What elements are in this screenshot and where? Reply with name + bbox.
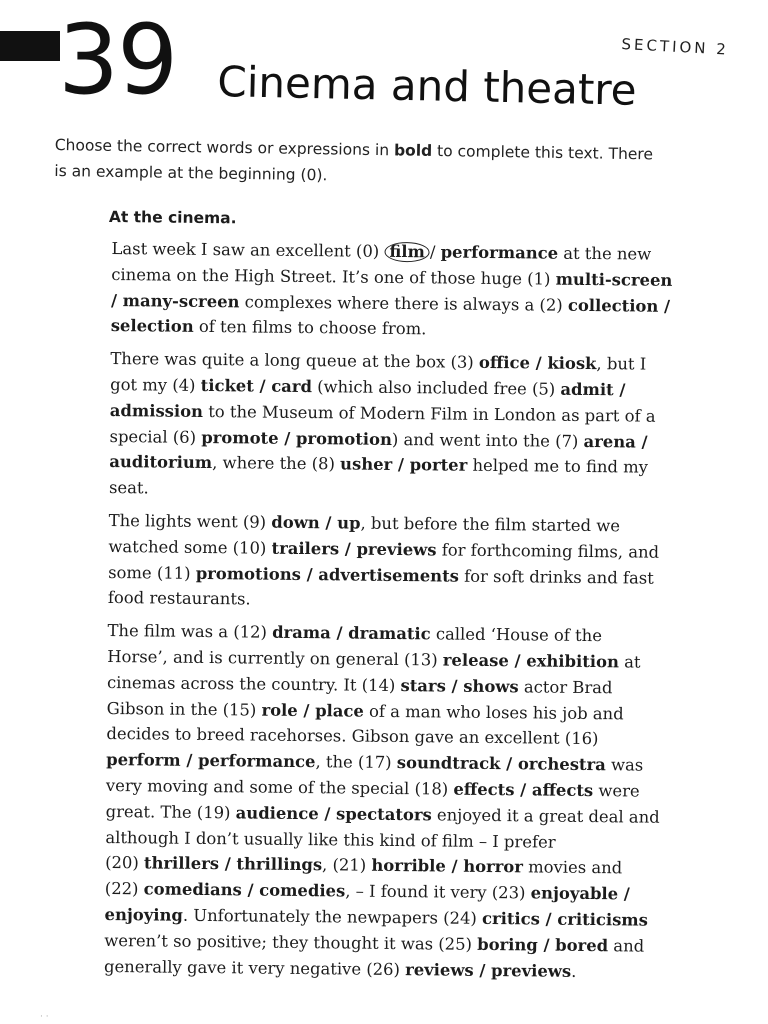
passage-text: (20) bbox=[105, 853, 145, 873]
answer-options: perform / performance bbox=[106, 750, 316, 772]
section-label: SECTION 2 bbox=[621, 35, 730, 59]
passage-heading: At the cinema. bbox=[108, 207, 237, 228]
passage-text: The lights went (9) bbox=[108, 510, 272, 532]
unit-tab-marker bbox=[0, 31, 60, 61]
passage-text: actor Brad bbox=[518, 677, 613, 698]
answer-options: thrillers / thrillings bbox=[143, 853, 323, 875]
passage-text: movies and bbox=[522, 857, 623, 878]
passage-text: cinema on the High Street. It’s one of those huge (1) bbox=[111, 264, 556, 289]
answer-options: trailers / previews bbox=[271, 538, 437, 560]
answer-options: horrible / horror bbox=[371, 856, 524, 877]
answer-options: collection / bbox=[567, 295, 671, 316]
answer-options: promote / promotion bbox=[201, 427, 393, 449]
answer-options: / many-screen bbox=[110, 290, 240, 311]
passage-text: Gibson in the (15) bbox=[106, 698, 262, 720]
answer-options: enjoying bbox=[104, 904, 184, 925]
answer-options: drama / dramatic bbox=[272, 622, 431, 644]
passage-text: for soft drinks and fast bbox=[458, 566, 654, 588]
passage-text: special (6) bbox=[109, 426, 202, 447]
answer-options: arena / bbox=[583, 431, 648, 452]
passage-text: called ‘House of the bbox=[430, 624, 603, 646]
passage-text: . bbox=[571, 961, 577, 981]
passage-paragraph bbox=[111, 236, 752, 346]
passage-text: some (11) bbox=[108, 562, 196, 583]
passage-text: . Unfortunately the newpapers (24) bbox=[182, 905, 483, 928]
passage-text: of a man who loses his job and bbox=[363, 701, 624, 723]
passage-text: , (21) bbox=[322, 855, 372, 876]
passage-text: Last week I saw an excellent (0) bbox=[111, 238, 385, 261]
passage-text: to the Museum of Modern Film in London as part of a bbox=[202, 401, 656, 426]
passage-text: / bbox=[429, 242, 441, 262]
passage-text: helped me to find my bbox=[467, 456, 649, 478]
instructions-bold-word: bold bbox=[393, 141, 433, 160]
passage-text: food restaurants. bbox=[107, 588, 251, 609]
passage-text: complexes where there is always a (2) bbox=[239, 291, 569, 315]
answer-options: reviews / previews bbox=[405, 959, 572, 981]
answer-options: release / exhibition bbox=[442, 650, 620, 672]
answer-options: critics / criticisms bbox=[481, 908, 649, 930]
passage-text: , where the (8) bbox=[212, 453, 341, 474]
answer-options: down / up bbox=[271, 512, 361, 533]
circled-example-answer: film bbox=[384, 242, 430, 262]
answer-options: admission bbox=[109, 400, 204, 421]
scan-speck: · · bbox=[40, 1012, 49, 1022]
answer-options: usher / porter bbox=[340, 454, 468, 476]
answer-options: auditorium bbox=[109, 452, 213, 473]
answer-options: effects / affects bbox=[453, 779, 594, 801]
passage-text: got my (4) bbox=[110, 374, 201, 395]
passage-line bbox=[109, 475, 749, 507]
passage-text: There was quite a long queue at the box (3) bbox=[110, 349, 480, 373]
passage-text: (which also included free (5) bbox=[311, 377, 561, 399]
passage-line bbox=[104, 953, 744, 985]
passage-text: seat. bbox=[108, 478, 149, 498]
passage-text: , – I found it very (23) bbox=[345, 881, 531, 903]
exercise-instructions bbox=[54, 132, 745, 195]
passage-text: were bbox=[593, 781, 640, 801]
passage-text: of ten films to choose from. bbox=[193, 317, 427, 339]
answer-options: soundtrack / orchestra bbox=[396, 753, 606, 775]
passage-text: was bbox=[605, 755, 644, 775]
passage-paragraphs bbox=[104, 236, 752, 986]
unit-number: 39 bbox=[58, 4, 177, 116]
passage-text: , but before the film started we bbox=[360, 513, 621, 536]
passage-text: generally gave it very negative (26) bbox=[103, 956, 406, 979]
passage-text: watched some (10) bbox=[108, 536, 272, 558]
passage-text: enjoyed it a great deal and bbox=[431, 805, 660, 827]
answer-options: comedians / comedies bbox=[143, 879, 346, 901]
passage-text: and bbox=[608, 935, 645, 956]
instructions-text: to complete this text. There bbox=[432, 141, 654, 164]
answer-options: enjoyable / bbox=[530, 883, 630, 904]
answer-options: multi-screen bbox=[555, 269, 673, 290]
passage-text: , but I bbox=[596, 354, 647, 374]
passage-text: ) and went into the (7) bbox=[391, 429, 584, 451]
passage-text: decides to breed racehorses. Gibson gave an excellent (16) bbox=[106, 724, 599, 749]
passage-text: for forthcoming films, and bbox=[436, 540, 660, 562]
passage-text: , the (17) bbox=[315, 752, 397, 773]
passage-text: very moving and some of the special (18) bbox=[105, 775, 454, 799]
instructions-line: is an example at the beginning (0). bbox=[54, 161, 328, 185]
answer-options: promotions / advertisements bbox=[195, 563, 460, 586]
instructions-text: Choose the correct words or expressions in bbox=[54, 135, 395, 160]
passage-text: weren’t so positive; they thought it was (25) bbox=[104, 930, 478, 954]
unit-title: Cinema and theatre bbox=[216, 57, 638, 115]
passage bbox=[104, 206, 752, 993]
answer-options: performance bbox=[440, 242, 559, 263]
passage-text: Horse’, and is currently on general (13) bbox=[107, 646, 443, 670]
answer-options: stars / shows bbox=[400, 675, 519, 697]
passage-text: cinemas across the country. It (14) bbox=[106, 672, 401, 695]
answer-options: admit / bbox=[560, 379, 626, 400]
passage-text: at the new bbox=[557, 243, 652, 264]
passage-paragraph bbox=[108, 508, 749, 618]
answer-options: audience / spectators bbox=[235, 803, 432, 825]
answer-options: office / kiosk bbox=[478, 353, 597, 374]
passage-paragraph bbox=[109, 346, 751, 507]
answer-options: ticket / card bbox=[200, 375, 313, 397]
passage-text: although I don’t usually like this kind of film – I prefer bbox=[105, 827, 556, 852]
passage-text: (22) bbox=[104, 879, 144, 899]
passage-paragraph bbox=[104, 618, 748, 986]
answer-options: selection bbox=[110, 316, 194, 337]
passage-text: great. The (19) bbox=[105, 801, 236, 823]
answer-options: role / place bbox=[261, 700, 364, 721]
passage-text: at bbox=[618, 652, 641, 672]
answer-options: boring / bored bbox=[477, 934, 609, 955]
passage-text: The film was a (12) bbox=[107, 621, 273, 642]
